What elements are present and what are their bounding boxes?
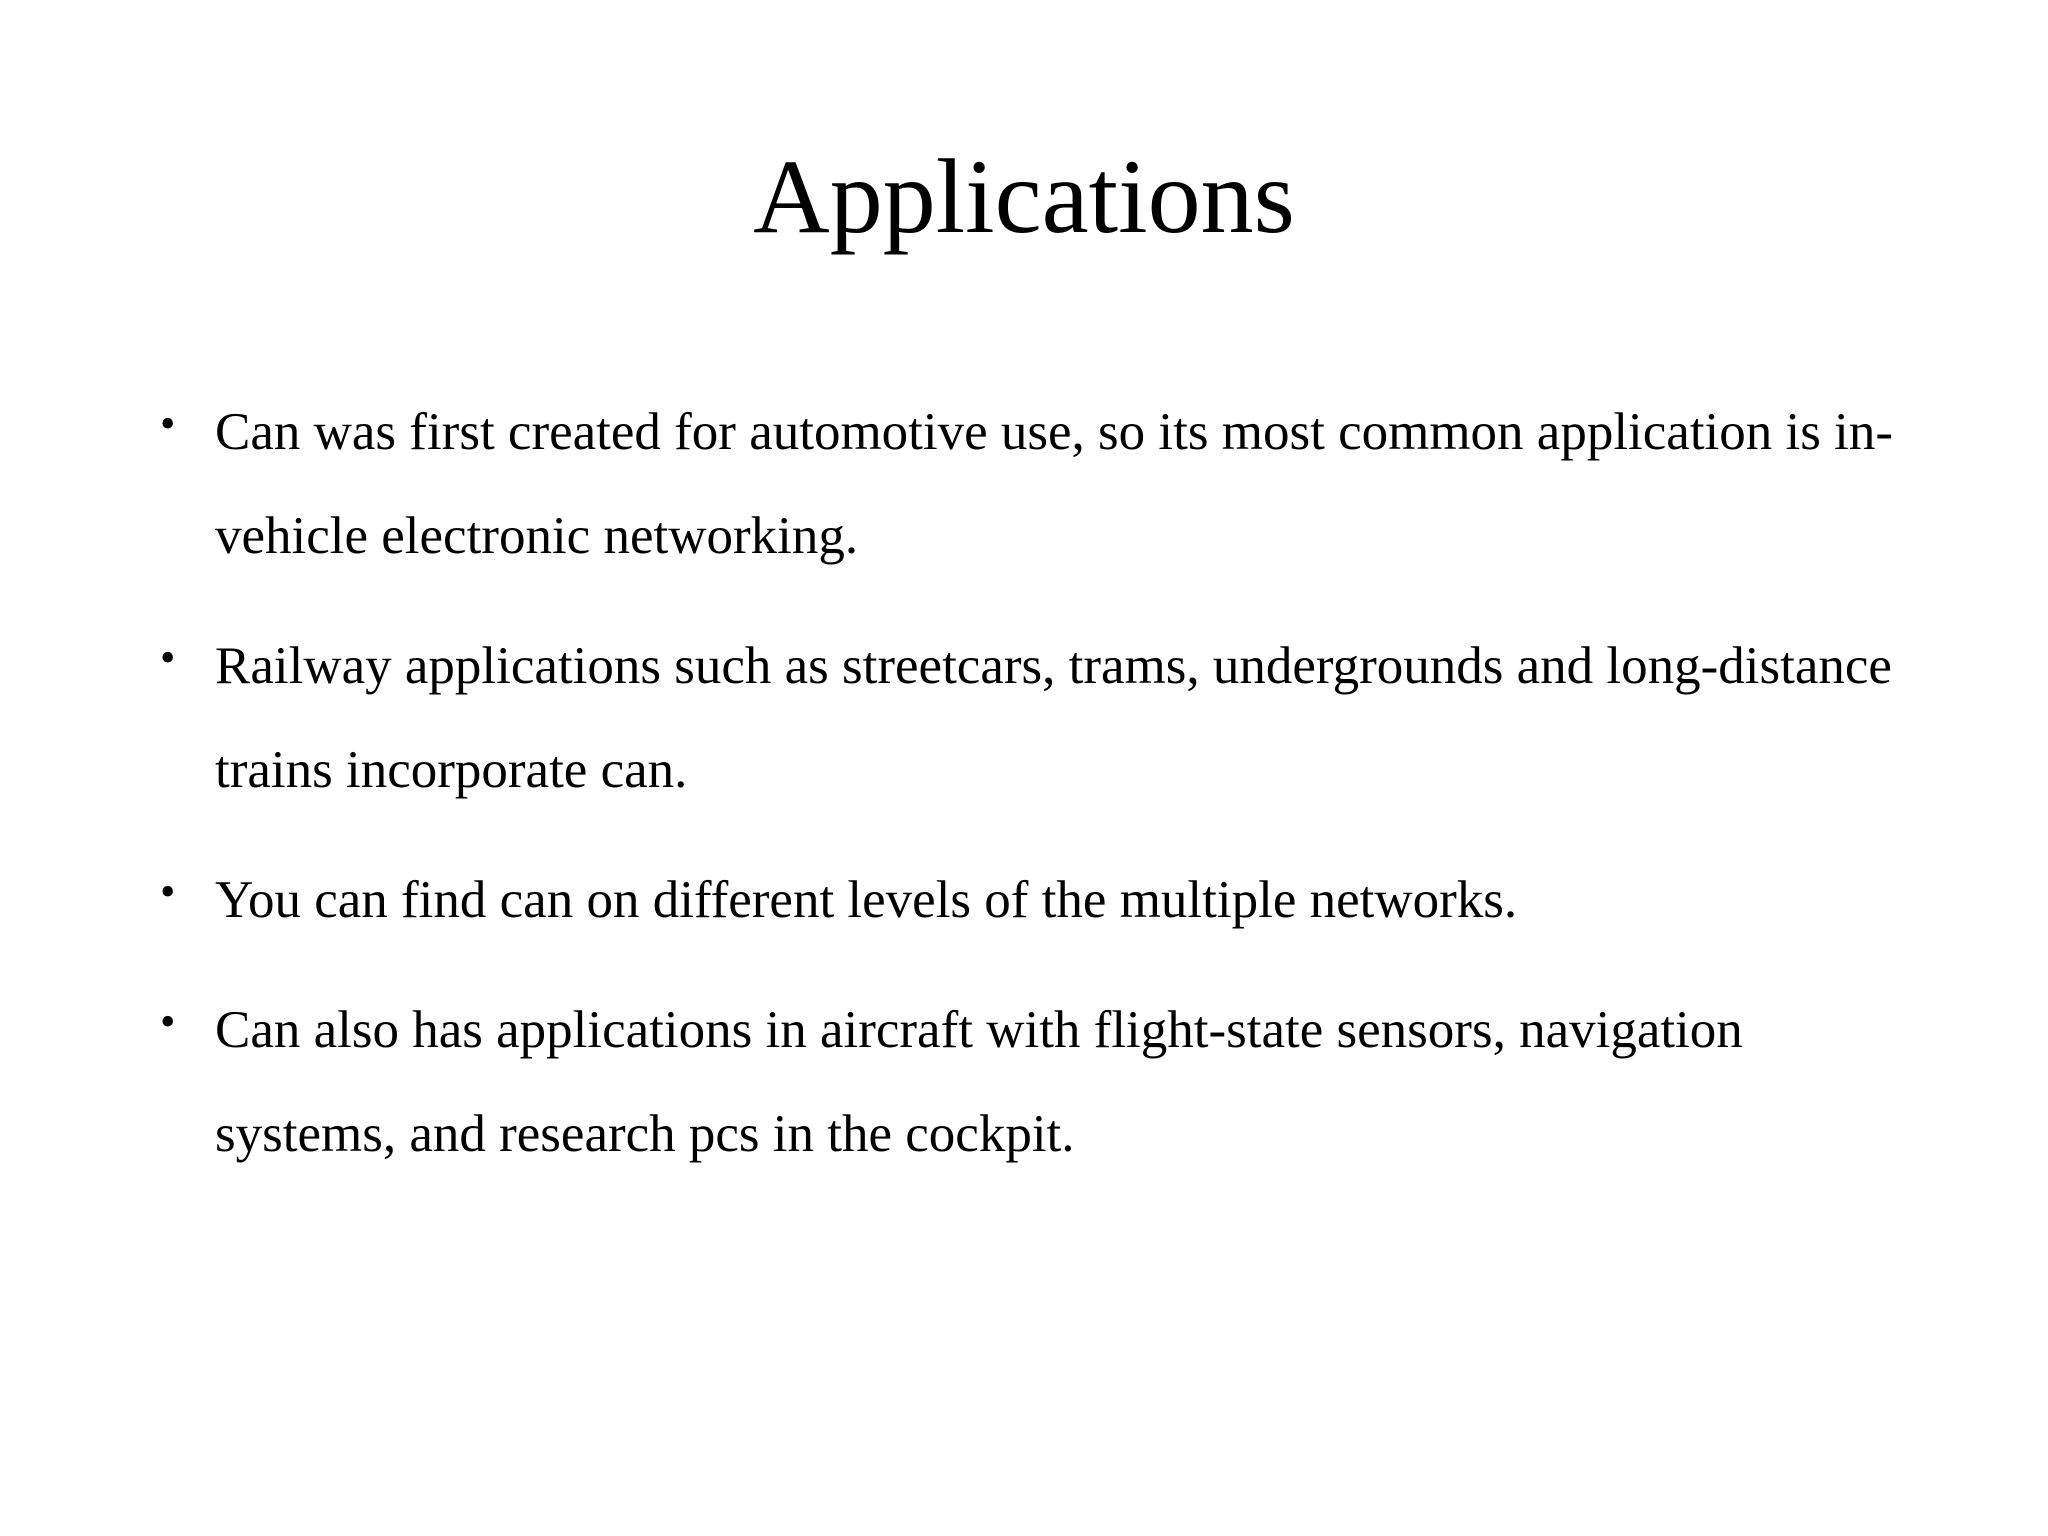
bullet-text: You can find can on different levels of the multiple networks.	[215, 871, 1518, 929]
bullet-item	[160, 380, 1920, 588]
bullet-icon: •	[160, 633, 176, 682]
bullet-list	[160, 380, 1920, 1212]
bullet-text: Can also has applications in aircraft with flight-state sensors, navigation systems, and research pcs in the cockpit.	[215, 1001, 1743, 1163]
bullet-text: Railway applications such as streetcars, trams, undergrounds and long-distance trains incorporate can.	[215, 637, 1892, 799]
bullet-icon: •	[160, 399, 176, 448]
bullet-icon: •	[160, 867, 176, 916]
bullet-icon: •	[160, 997, 176, 1046]
bullet-text: Can was first created for automotive use, so its most common application is in-vehicle electronic networking.	[215, 403, 1893, 565]
bullet-item	[160, 978, 1920, 1186]
slide-title: Applications	[753, 138, 1295, 255]
bullet-item	[160, 848, 1920, 952]
bullet-item	[160, 614, 1920, 822]
